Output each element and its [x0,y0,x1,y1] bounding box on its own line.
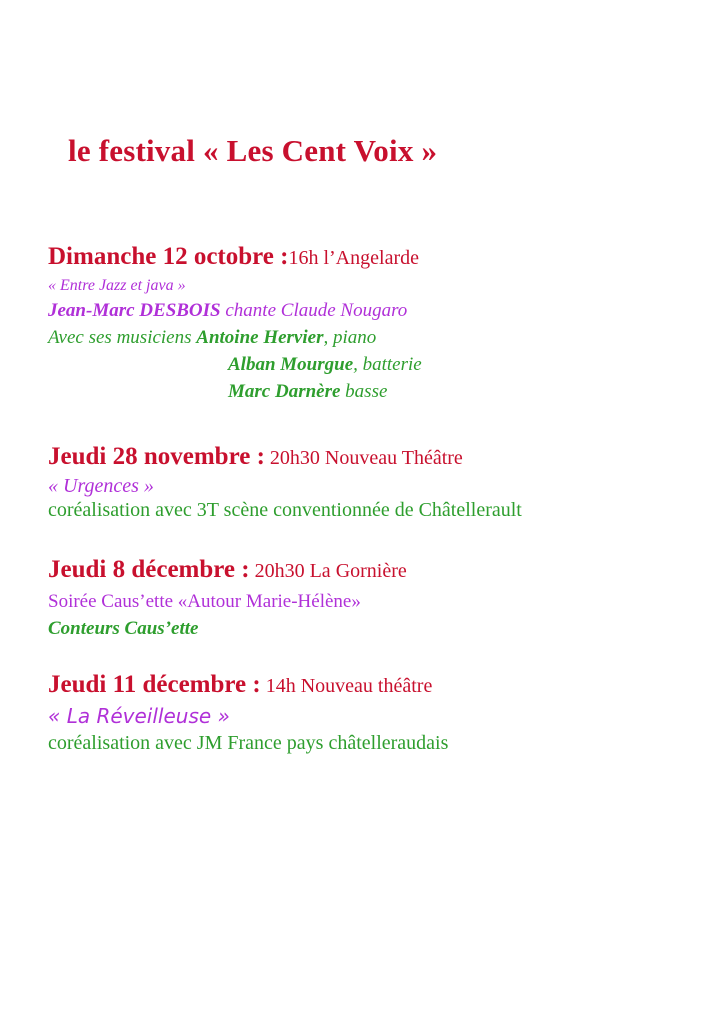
musician-name: Alban Mourgue [228,354,354,375]
artist-description: chante Claude Nougaro [220,300,408,321]
musician-role: basse [340,381,388,402]
event-date: Jeudi 8 décembre : [48,556,250,583]
event-subtitle: « Urgences » [48,475,154,497]
event-note: coréalisation avec 3T scène conventionnée de Châtellerault [48,499,522,521]
event-heading [48,242,708,275]
event-description: Soirée Caus’ette «Autour Marie-Hélène» [48,591,361,612]
event-heading [48,670,708,703]
musician-line [48,351,708,378]
event-jeudi-11-decembre [48,670,708,757]
musicians-intro: Avec ses musiciens [48,327,197,348]
event-jeudi-28-novembre [48,442,708,524]
event-subtitle: « La Réveilleuse » [48,704,230,728]
event-date: Jeudi 11 décembre : [48,671,261,698]
musician-role: , batterie [353,354,422,375]
musician-name: Antoine Hervier [196,327,324,348]
event-dimanche-12-octobre [48,242,708,405]
event-heading [48,555,708,588]
event-subtitle: « Entre Jazz et java » [48,277,186,294]
festival-title: le festival « Les Cent Voix » [68,133,438,168]
event-time-venue: 20h30 Nouveau Théâtre [264,447,463,469]
event-performers: Conteurs Caus’ette [48,618,199,639]
musician-role: , piano [323,327,377,348]
event-jeudi-8-decembre [48,555,708,642]
musician-name: Marc Darnère [228,381,341,402]
musician-line [48,378,708,405]
event-artist-line [48,297,708,324]
musician-line [48,324,708,351]
event-date: Dimanche 12 octobre : [48,243,289,270]
event-note: coréalisation avec JM France pays châtelleraudais [48,732,449,754]
event-time-venue: 14h Nouveau théâtre [260,675,433,697]
event-date: Jeudi 28 novembre : [48,443,265,470]
event-heading [48,442,708,475]
event-time-venue: 16h l’Angelarde [288,247,419,269]
artist-name: Jean-Marc DESBOIS [48,300,221,321]
event-time-venue: 20h30 La Gornière [249,560,407,582]
